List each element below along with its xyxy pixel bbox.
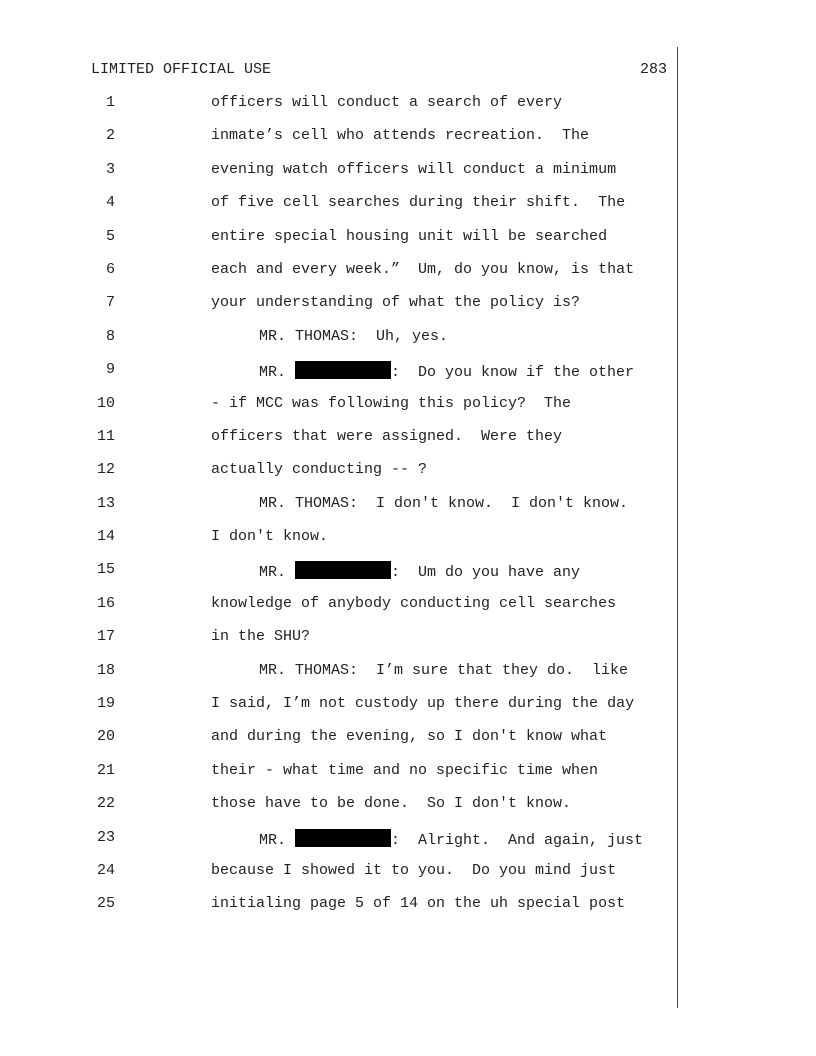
line-number: 17	[96, 628, 115, 646]
line-number: 24	[96, 861, 115, 879]
redaction-box	[295, 361, 391, 379]
line-number: 10	[96, 394, 115, 412]
transcript-line	[0, 895, 816, 928]
transcript-line	[0, 461, 816, 494]
transcript-line	[0, 194, 816, 227]
line-text: and during the evening, so I don't know what	[211, 728, 608, 746]
line-text-remainder: : Alright. And again, just	[391, 831, 644, 849]
line-number: 4	[105, 194, 115, 212]
transcript-line	[0, 728, 816, 761]
line-number: 22	[96, 795, 115, 813]
line-text-remainder: : Do you know if the other	[391, 364, 635, 382]
line-text: each and every week.” Um, do you know, is that	[211, 260, 635, 278]
line-number: 8	[105, 327, 115, 345]
line-number: 19	[96, 695, 115, 713]
line-text: of five cell searches during their shift. The	[211, 194, 626, 212]
transcript-line	[0, 495, 816, 528]
line-text: because I showed it to you. Do you mind just	[211, 861, 617, 879]
transcript-line	[0, 228, 816, 261]
line-number: 3	[105, 160, 115, 178]
line-text: actually conducting -- ?	[211, 461, 428, 479]
line-text: MR. THOMAS: Uh, yes.	[259, 327, 449, 345]
transcript-line	[0, 628, 816, 661]
line-text: knowledge of anybody conducting cell searches	[211, 594, 617, 612]
transcript-line	[0, 261, 816, 294]
line-text: initialing page 5 of 14 on the uh special post	[211, 895, 626, 913]
transcript-line	[0, 862, 816, 895]
line-number: 13	[96, 494, 115, 512]
transcript-line	[0, 829, 816, 862]
transcript-line	[0, 561, 816, 594]
transcript-line	[0, 528, 816, 561]
line-number: 21	[96, 761, 115, 779]
transcript-line	[0, 762, 816, 795]
line-number: 15	[96, 561, 115, 579]
line-number: 12	[96, 461, 115, 479]
line-text	[259, 829, 643, 849]
line-text: I don't know.	[211, 528, 329, 546]
line-text: their - what time and no specific time when	[211, 761, 599, 779]
redaction-box	[295, 561, 391, 579]
line-number: 20	[96, 728, 115, 746]
line-number: 11	[96, 427, 115, 445]
line-text: evening watch officers will conduct a minimum	[211, 160, 617, 178]
line-text	[259, 361, 634, 381]
line-number: 23	[96, 828, 115, 846]
line-text: MR. THOMAS: I’m sure that they do. like	[259, 661, 629, 679]
line-number: 16	[96, 594, 115, 612]
transcript-line	[0, 595, 816, 628]
speaker-prefix: MR.	[259, 564, 296, 582]
line-number: 5	[105, 227, 115, 245]
line-text: officers will conduct a search of every	[211, 94, 563, 111]
line-number: 7	[105, 294, 115, 312]
line-number: 1	[105, 94, 115, 111]
line-text: MR. THOMAS: I don't know. I don't know.	[259, 494, 629, 512]
redaction-box	[295, 829, 391, 847]
page-number: 283	[639, 61, 667, 78]
line-number: 14	[96, 528, 115, 546]
line-text: your understanding of what the policy is?	[211, 294, 581, 312]
transcript-line	[0, 795, 816, 828]
line-text: entire special housing unit will be searched	[211, 227, 608, 245]
transcript-line	[0, 94, 816, 127]
transcript-body	[0, 94, 816, 929]
line-number: 2	[105, 127, 115, 145]
line-text: inmate’s cell who attends recreation. The	[211, 127, 590, 145]
transcript-line	[0, 428, 816, 461]
line-text: in the SHU?	[211, 628, 311, 646]
line-number: 6	[105, 260, 115, 278]
line-text: those have to be done. So I don't know.	[211, 795, 572, 813]
transcript-line	[0, 395, 816, 428]
line-number: 9	[105, 361, 115, 379]
line-text-remainder: : Um do you have any	[391, 564, 581, 582]
line-number: 18	[96, 661, 115, 679]
line-number: 25	[96, 895, 115, 913]
speaker-prefix: MR.	[259, 831, 296, 849]
transcript-line	[0, 361, 816, 394]
transcript-line	[0, 294, 816, 327]
transcript-line	[0, 127, 816, 160]
classification-header: LIMITED OFFICIAL USE	[91, 61, 272, 78]
line-text: officers that were assigned. Were they	[211, 427, 563, 445]
transcript-line	[0, 161, 816, 194]
line-text: I said, I’m not custody up there during the day	[211, 695, 635, 713]
transcript-line	[0, 328, 816, 361]
line-text: - if MCC was following this policy? The	[211, 394, 572, 412]
line-text	[259, 561, 580, 581]
transcript-line	[0, 695, 816, 728]
speaker-prefix: MR.	[259, 364, 296, 382]
transcript-line	[0, 662, 816, 695]
